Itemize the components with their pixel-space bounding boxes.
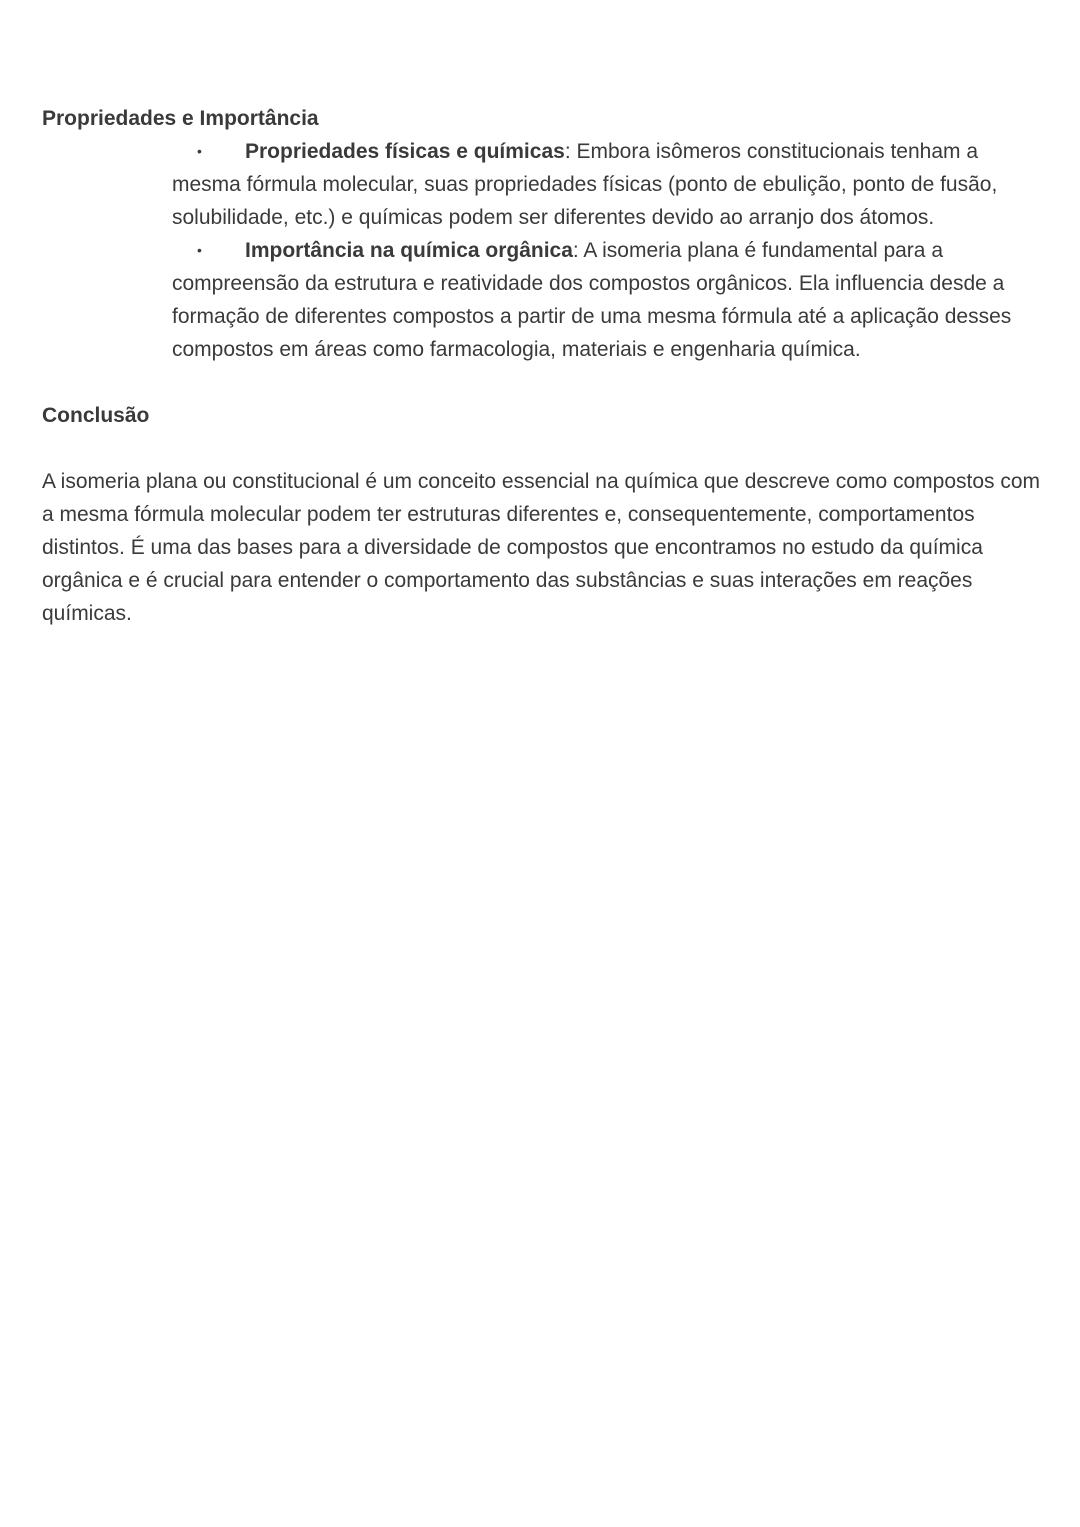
list-item: Importância na química orgânica: A isomeria plana é fundamental para a compreensão da estrutura e reatividade dos compostos orgânicos. Ela influencia desde a formação de diferentes compostos a partir de uma mesma fórmula até a aplicação desses compostos em áreas como farmacologia, materiais e engenharia química. [172, 239, 1012, 361]
heading-properties: Propriedades e Importância [42, 107, 319, 130]
heading-conclusion: Conclusão [42, 404, 150, 427]
conclusion-paragraph: A isomeria plana ou constitucional é um conceito essencial na química que descreve como compostos com a mesma fórmula molecular podem ter estruturas diferentes e, consequentemente, comportamentos distintos. É uma das bases para a diversidade de compostos que encontramos no estudo da química orgânica e é crucial para entender o comportamento das substâncias e suas interações em reações químicas. [42, 470, 1041, 625]
document [42, 102, 1042, 630]
properties-list [42, 135, 1042, 366]
list-item: Propriedades físicas e químicas: Embora isômeros constitucionais tenham a mesma fórmula molecular, suas propriedades físicas (ponto de ebulição, ponto de fusão, solubilidade, etc.) e químicas podem ser diferentes devido ao arranjo dos átomos. [172, 140, 998, 229]
